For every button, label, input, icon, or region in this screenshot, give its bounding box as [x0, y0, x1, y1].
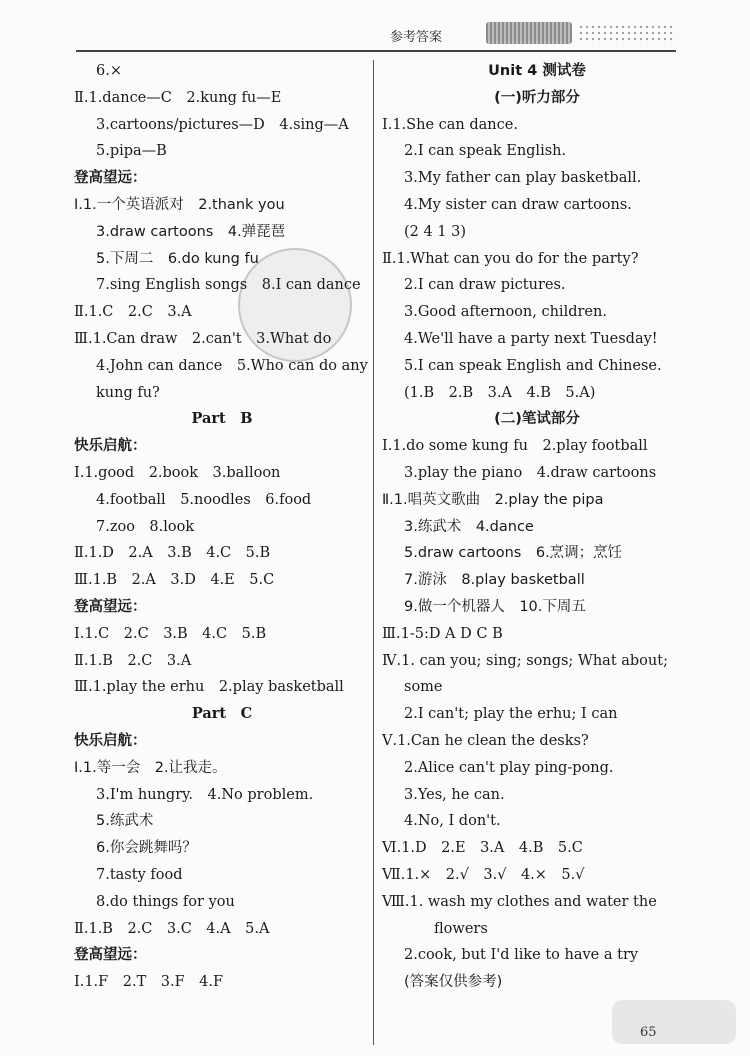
answer-line: Ⅳ.1. can you; sing; songs; What about;: [382, 652, 668, 669]
answer-line: 6.你会跳舞吗？: [96, 840, 197, 857]
answer-line: 3.I'm hungry. 4.No problem.: [96, 786, 314, 803]
answer-line: 4.No, I don't.: [404, 813, 501, 830]
answer-line: Ⅲ.1.play the erhu 2.play basketball: [74, 679, 344, 696]
answer-line: 5.I can speak English and Chinese.: [404, 357, 662, 374]
answer-line: Ⅰ.1.do some kung fu 2.play football: [382, 438, 648, 455]
answer-line: Ⅱ.1.D 2.A 3.B 4.C 5.B: [74, 545, 271, 562]
page-number: 65: [640, 1025, 657, 1040]
answer-line: 3.My father can play basketball.: [404, 170, 642, 187]
answer-line: Ⅱ.1.B 2.C 3.A: [74, 652, 192, 669]
answer-line: 2.cook, but I'd like to have a try: [404, 947, 639, 964]
answer-line: 3.play the piano 4.draw cartoons: [404, 464, 657, 481]
answer-line: 4.football 5.noodles 6.food: [96, 491, 312, 508]
answer-line: kung fu?: [96, 384, 160, 401]
right-column: [382, 58, 692, 996]
answer-line: 4.John can dance 5.Who can do any: [96, 357, 368, 374]
answer-line: 5.练武术: [96, 813, 154, 830]
header-title: 参考答案: [390, 30, 443, 45]
answer-line: Ⅲ.1.B 2.A 3.D 4.E 5.C: [74, 572, 275, 589]
answer-line: some: [404, 679, 443, 696]
answer-line: 3.draw cartoons 4.弹琵琶: [96, 223, 286, 240]
answer-line: 6.×: [96, 63, 122, 79]
watermark-logo: [612, 1000, 736, 1044]
answer-line: Ⅱ.1.B 2.C 3.C 4.A 5.A: [74, 920, 270, 937]
left-column: [74, 58, 370, 996]
answer-line: Ⅱ.1.C 2.C 3.A: [74, 304, 192, 321]
answer-line: 5.下周二 6.do kung fu: [96, 250, 259, 267]
answer-line: 7.游泳 8.play basketball: [404, 572, 585, 589]
answer-line: (一)听力部分: [494, 89, 580, 106]
answer-line: Ⅱ.1.dance—C 2.kung fu—E: [74, 89, 282, 106]
answer-line: 2.I can speak English.: [404, 143, 567, 160]
answer-line: Ⅰ.1.good 2.book 3.balloon: [74, 464, 281, 481]
answer-line: 3.Yes, he can.: [404, 786, 505, 803]
answer-line: 7.zoo 8.look: [96, 518, 195, 535]
answer-line: Ⅷ.1. wash my clothes and water the: [382, 893, 657, 910]
answer-line: Ⅱ.1.What can you do for the party?: [382, 250, 639, 267]
answer-line: 7.sing English songs 8.I can dance: [96, 277, 361, 294]
answer-line: Ⅰ.1.C 2.C 3.B 4.C 5.B: [74, 625, 267, 642]
answer-line: Part B: [191, 410, 253, 428]
answer-line: Ⅶ.1.× 2.√ 3.√ 4.× 5.√: [382, 866, 585, 883]
answer-line: Part C: [191, 705, 253, 723]
answer-line: 快乐启航：: [74, 732, 147, 749]
answer-line: 3.cartoons/pictures—D 4.sing—A: [96, 116, 349, 133]
answer-line: 登高望远：: [74, 947, 147, 964]
answer-line: 7.tasty food: [96, 866, 183, 883]
answer-line: 登高望远：: [74, 598, 147, 615]
answer-line: (二)笔试部分: [494, 411, 580, 428]
answer-line: 快乐启航：: [74, 438, 147, 455]
header-dot-pattern: [578, 24, 676, 44]
answer-line: Ⅵ.1.D 2.E 3.A 4.B 5.C: [382, 840, 583, 857]
answer-line: 2.I can't; play the erhu; I can: [404, 706, 618, 723]
answer-line: Ⅲ.1-5:D A D C B: [382, 625, 503, 642]
answer-line: 3.练武术 4.dance: [404, 518, 534, 535]
header-rule: [76, 50, 676, 52]
answer-line: 9.做一个机器人 10.下周五: [404, 598, 586, 615]
page-header: [0, 18, 750, 52]
answer-line: Ⅲ.1.Can draw 2.can't 3.What do: [74, 330, 332, 347]
column-divider: [373, 60, 374, 1045]
answer-line: Ⅰ.1.She can dance.: [382, 116, 518, 133]
answer-line: 5.pipa—B: [96, 143, 167, 160]
answer-line: Unit 4 测试卷: [488, 63, 586, 79]
answer-line: 8.do things for you: [96, 893, 235, 910]
answer-line: Ⅱ.1.唱英文歌曲 2.play the pipa: [382, 491, 604, 508]
answer-line: flowers: [434, 920, 488, 937]
answer-line: 2.Alice can't play ping-pong.: [404, 759, 614, 776]
answer-line: (1.B 2.B 3.A 4.B 5.A): [404, 384, 596, 401]
answer-line: 3.Good afternoon, children.: [404, 304, 607, 321]
header-logo-badge: [486, 22, 572, 44]
answer-line: 5.draw cartoons 6.烹调；烹饪: [404, 545, 623, 562]
answer-line: Ⅰ.1.一个英语派对 2.thank you: [74, 196, 285, 213]
answer-line: Ⅰ.1.等一会 2.让我走。: [74, 759, 227, 776]
answer-line: 4.We'll have a party next Tuesday!: [404, 330, 658, 347]
answer-line: Ⅰ.1.F 2.T 3.F 4.F: [74, 974, 224, 991]
answer-line: (2 4 1 3): [404, 223, 467, 240]
answer-line: 2.I can draw pictures.: [404, 277, 566, 294]
answer-line: 4.My sister can draw cartoons.: [404, 196, 632, 213]
answer-line: Ⅴ.1.Can he clean the desks?: [382, 732, 589, 749]
answer-line: 登高望远：: [74, 170, 147, 187]
answer-line: (答案仅供参考): [404, 974, 503, 991]
